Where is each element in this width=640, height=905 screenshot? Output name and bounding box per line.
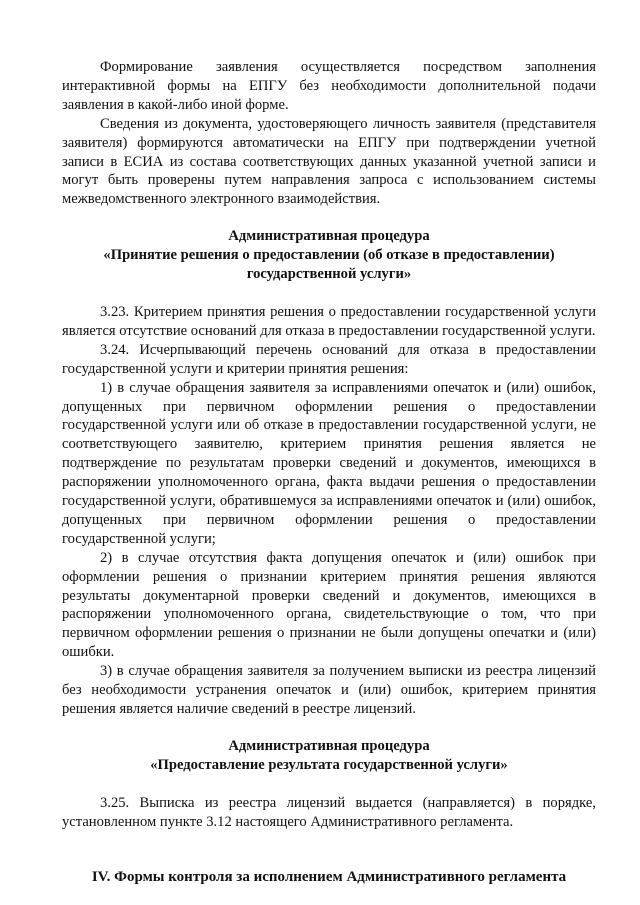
section-result bbox=[62, 794, 596, 832]
paragraph-form-submission: Формирование заявления осуществляется посредством заполнения интерактивной формы на ЕПГУ без необходимости дополнительной подачи заявления в какой-либо иной форме. bbox=[62, 59, 596, 113]
clause-3-24-item-3: 3) в случае обращения заявителя за получением выписки из реестра лицензий без необходимости устранения опечаток и (или) ошибок, критерием принятия решения является наличие сведений в реестре лицензий. bbox=[62, 663, 596, 717]
heading-decision-procedure bbox=[62, 227, 596, 284]
document-page bbox=[62, 58, 596, 886]
clause-3-24-item-2: 2) в случае отсутствия факта допущения опечаток и (или) ошибок при оформлении решения о признании критерием принятия решения являются результаты документарной проверки сведений и документов, имеющихся в распоряжении уполномоченного органа, свидетельствующие о том, что при первичном оформлении решения о признании не были допущены опечатки и (или) ошибки. bbox=[62, 549, 596, 661]
clause-3-24-item-1: 1) в случае обращения заявителя за исправлениями опечаток и (или) ошибок, допущенных при первичном оформлении решения о предоставлении государственной услуги или об отказе в предоставлении государственной услуги, не соответствующего заявителю, критерием принятия решения является не подтверждение по результатам проверки сведений и документов, имеющихся в распоряжении уполномоченного органа, факта выдачи решения о предоставлении государственной услуги, обратившемуся за исправлениями опечаток и (или) ошибок, допущенных при первичном оформлении решения о предоставлении государственной услуги; bbox=[62, 379, 596, 547]
heading-decision-line1: Административная процедура bbox=[228, 228, 430, 245]
clause-3-24: 3.24. Исчерпывающий перечень оснований для отказа в предоставлении государственной услуги и критерии принятия решения: bbox=[62, 341, 596, 377]
heading-result-line2: «Предоставление результата государственной услуги» bbox=[150, 756, 508, 773]
heading-result-procedure bbox=[62, 737, 596, 775]
paragraph-identity-data: Сведения из документа, удостоверяющего личность заявителя (представителя заявителя) формируются автоматически на ЕПГУ при подтверждении учетной записи в ЕСИА из состава соответствующих данных указанной учетной записи и могут быть проверены путем направления запроса с использованием системы межведомственного электронного взаимодействия. bbox=[62, 115, 596, 208]
section-decision bbox=[62, 303, 596, 719]
section-title-iv: IV. Формы контроля за исполнением Административного регламента bbox=[91, 868, 567, 885]
heading-result-line1: Административная процедура bbox=[228, 737, 430, 754]
heading-decision-line2: «Принятие решения о предоставлении (об отказе в предоставлении) государственной услуги» bbox=[103, 247, 555, 283]
clause-3-23: 3.23. Критерием принятия решения о предоставлении государственной услуги является отсутствие оснований для отказа в предоставлении государственной услуги. bbox=[62, 303, 596, 339]
clause-3-25: 3.25. Выписка из реестра лицензий выдается (направляется) в порядке, установленном пункте 3.12 настоящего Административного регламента. bbox=[62, 794, 596, 830]
